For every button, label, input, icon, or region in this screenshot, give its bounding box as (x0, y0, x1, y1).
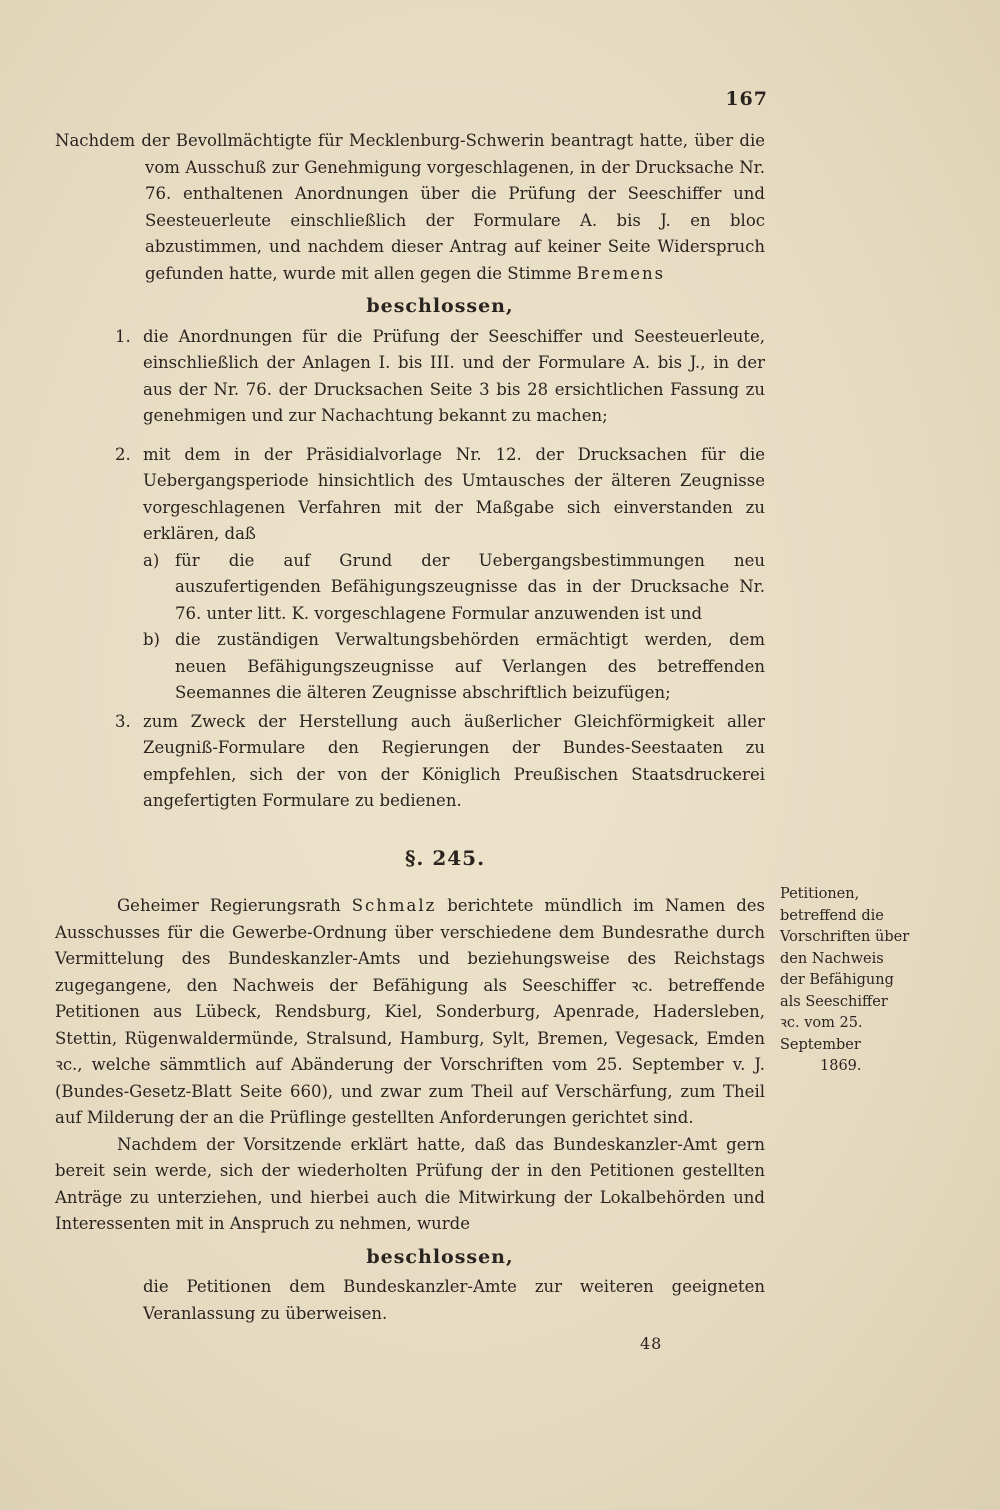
page-number: 167 (725, 88, 768, 110)
resolved-heading-2: beschlossen, (366, 1245, 514, 1268)
sub-item-label: b) (143, 630, 160, 649)
item-text: die Anordnungen für die Prüfung der Seeschiffer und Seesteuerleute, einschließlich der Anlagen I. bis III. und der Formulare A. bis J., in der aus der Nr. 76. der Drucksachen Seite 3 bis 28 ersichtlichen Fassung zu genehmigen und zur Nachachtung bekannt zu machen; (143, 326, 765, 425)
section-heading: §. 245. (404, 845, 486, 870)
resolution-item-1 (55, 324, 765, 430)
sub-item-a (55, 548, 765, 628)
item-text: zum Zweck der Herstellung auch äußerlicher Gleichförmigkeit aller Zeugniß-Formulare den Regierungen der Bundes-Seestaaten zu empfehlen, sich der von der Königlich Preußischen Staatsdruckerei angefertigten Formulare zu bedienen. (143, 711, 765, 810)
intro-paragraph (55, 128, 765, 287)
signature-mark: 48 (640, 1334, 663, 1353)
item-number: 1. (115, 326, 131, 346)
item-text: mit dem in der Präsidialvorlage Nr. 12. der Drucksachen für die Uebergangsperiode hinsichtlich des Umtausches der älteren Zeugnisse vorgeschlagenen Verfahren mit der Maßgabe sich einverstanden zu erklären, daß (143, 444, 765, 543)
sub-item-b (55, 627, 765, 707)
intro-text: Nachdem der Bevollmächtigte für Mecklenburg-Schwerin beantragt hatte, über die vom Ausschuß zur Genehmigung vorgeschlagenen, in der Drucksache Nr. 76. enthaltenen Anordnungen über die Prüfung der Seeschiffer und Seesteuerleute einschließlich der Formulare A. bis J. en bloc abzustimmen, und nachdem dieser Antrag auf keiner Seite Widerspruch gefunden hatte, wurde mit allen gegen die Stimme (55, 131, 765, 283)
margin-note (780, 884, 910, 1078)
item-number: 3. (115, 711, 131, 731)
section-para1-rest: berichtete mündlich im Namen des Ausschusses für die Gewerbe-Ordnung über verschiedene dem Bundesrathe durch Vermittelung des Bundeskanzler-Amts und beziehungsweise des Reichstags zugegangene, den Nachweis der Befähigung als Seeschiffer ꝛc. betreffende Petitionen aus Lübeck, Rendsburg, Kiel, Sonderburg, Apenrade, Hadersleben, Stettin, Rügenwaldermünde, Stralsund, Hamburg, Sylt, Bremen, Vegesack, Emden ꝛc., welche sämmtlich auf Abänderung der Vorschriften vom 25. September v. J. (Bundes-Gesetz-Blatt Seite 660), und zwar zum Theil auf Verschärfung, zum Theil auf Milderung der an die Prüflinge gestellten Anforderungen gerichtet sind. (55, 896, 765, 1127)
margin-note-text: Petitionen, betreffend die Vorschriften über den Nachweis der Befähigung als Seeschiffer ꝛc. vom 25. September (780, 886, 910, 1053)
intro-bremen: Bremens (576, 263, 666, 283)
sub-item-label: a) (143, 550, 160, 570)
section-paragraph-1 (55, 893, 765, 1132)
section-para1-name: Schmalz (351, 896, 437, 915)
resolved-heading-1: beschlossen, (366, 295, 514, 317)
margin-note-year: 1869. (820, 1058, 862, 1074)
section-paragraph-2: Nachdem der Vorsitzende erklärt hatte, daß das Bundeskanzler-Amt gern bereit sein werde, sich der wiederholten Prüfung der in den Petitionen gestellten Anträge zu unterziehen, und hierbei auch die Mitwirkung der Lokalbehörden und Interessenten mit in Anspruch zu nehmen, wurde (55, 1134, 765, 1233)
section-para1-prefix: Geheimer Regierungsrath (117, 896, 341, 915)
item-number: 2. (115, 444, 131, 464)
resolution-item-2 (55, 442, 765, 548)
section-decision: die Petitionen dem Bundeskanzler-Amte zur weiteren geeigneten Veranlassung zu überweisen. (143, 1277, 765, 1323)
sub-item-text: für die auf Grund der Uebergangsbestimmungen neu auszufertigenden Befähigungszeugnisse das in der Drucksache Nr. 76. unter litt. K. vorgeschlagene Formular anzuwenden ist und (175, 550, 765, 623)
sub-item-text: die zuständigen Verwaltungsbehörden ermächtigt werden, dem neuen Befähigungszeugnisse auf Verlangen des betreffenden Seemannes die älteren Zeugnisse abschriftlich beizufügen; (175, 630, 765, 702)
resolution-item-3 (55, 709, 765, 815)
main-text (55, 128, 765, 1327)
